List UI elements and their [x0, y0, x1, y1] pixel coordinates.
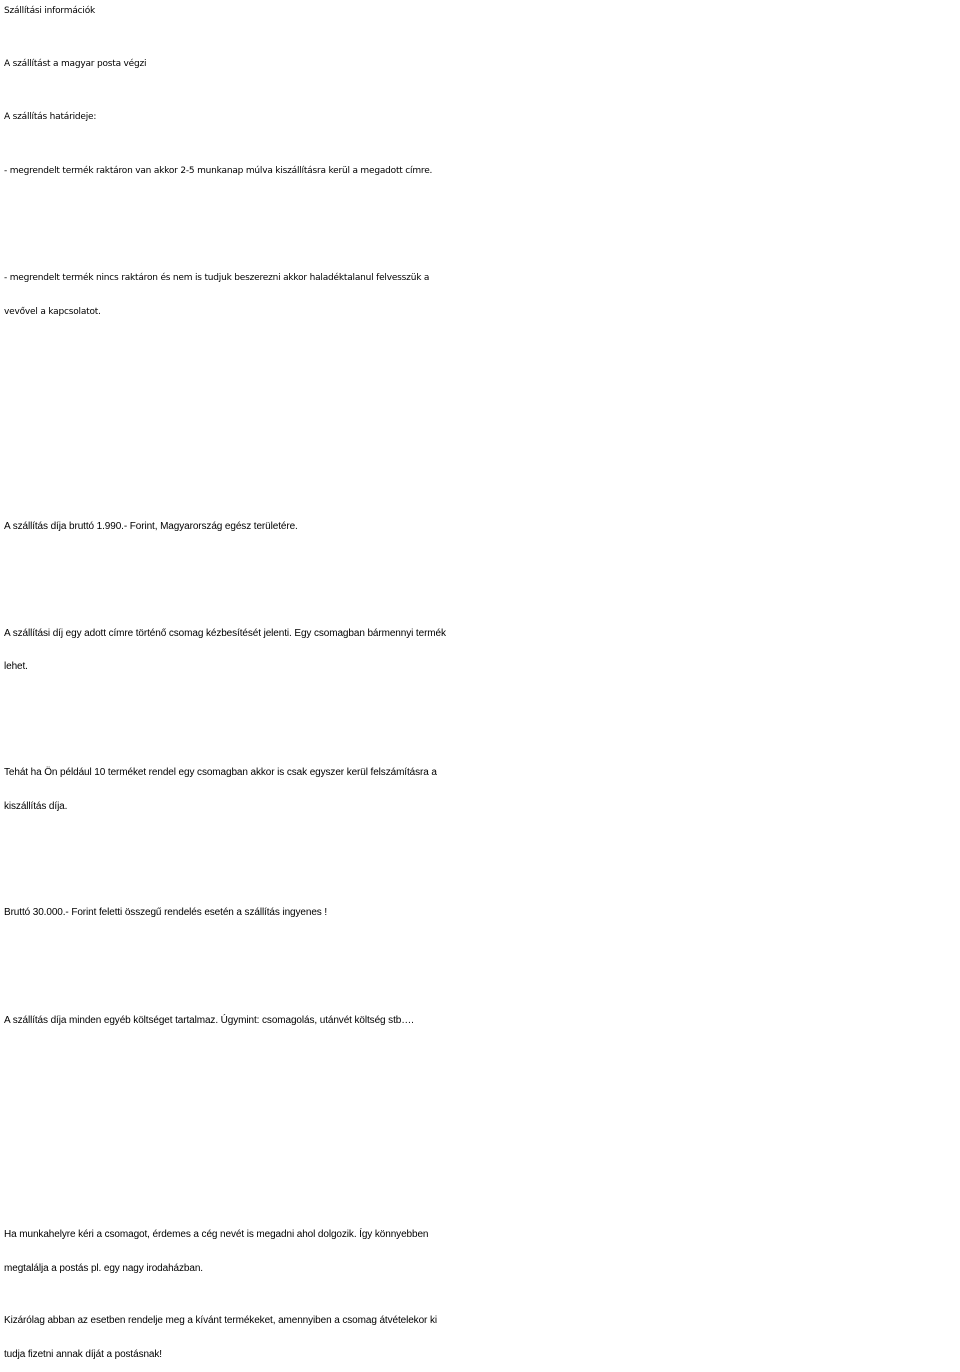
carrier-text: A szállítást a magyar posta végzi	[4, 59, 147, 69]
deadline-out-of-stock-line-1: - megrendelt termék nincs raktáron és nem is tudjuk beszerezni akkor haladéktalanul felvesszük a	[4, 273, 430, 283]
costs-included-notice: A szállítás díja minden egyéb költséget tartalmaz. Úgymint: csomagolás, utánvét költség stb….	[4, 1015, 414, 1026]
deadline-heading: A szállítás határideje:	[4, 112, 97, 122]
free-shipping-notice: Bruttó 30.000.- Forint feletti összegű rendelés esetén a szállítás ingyenes !	[4, 907, 328, 918]
example-line-2: kiszállítás díja.	[4, 801, 68, 812]
fee-explanation-line-2: lehet.	[4, 661, 28, 672]
workplace-delivery-line-2: megtalálja a postás pl. egy nagy irodaházban.	[4, 1263, 203, 1274]
example-line-1: Tehát ha Ön például 10 terméket rendel egy csomagban akkor is csak egyszer kerül felszámításra a	[4, 767, 437, 778]
deadline-out-of-stock-line-2: vevővel a kapcsolatot.	[4, 307, 101, 317]
payment-condition-line-2: tudja fizetni annak díját a postásnak!	[4, 1349, 162, 1360]
workplace-delivery-line-1: Ha munkahelyre kéri a csomagot, érdemes a cég nevét is megadni ahol dolgozik. Így könnyebben	[4, 1229, 429, 1240]
fee-explanation-line-1: A szállítási díj egy adott címre történő csomag kézbesítését jelenti. Egy csomagban bármennyi termék	[4, 628, 446, 639]
payment-condition-line-1: Kizárólag abban az esetben rendelje meg a kívánt termékeket, amennyiben a csomag átvételekor ki	[4, 1315, 437, 1326]
document-title: Szállítási információk	[4, 6, 96, 16]
shipping-fee: A szállítás díja bruttó 1.990.- Forint, Magyarország egész területére.	[4, 521, 298, 532]
deadline-in-stock: - megrendelt termék raktáron van akkor 2-5 munkanap múlva kiszállításra kerül a megadott címre.	[4, 166, 433, 176]
